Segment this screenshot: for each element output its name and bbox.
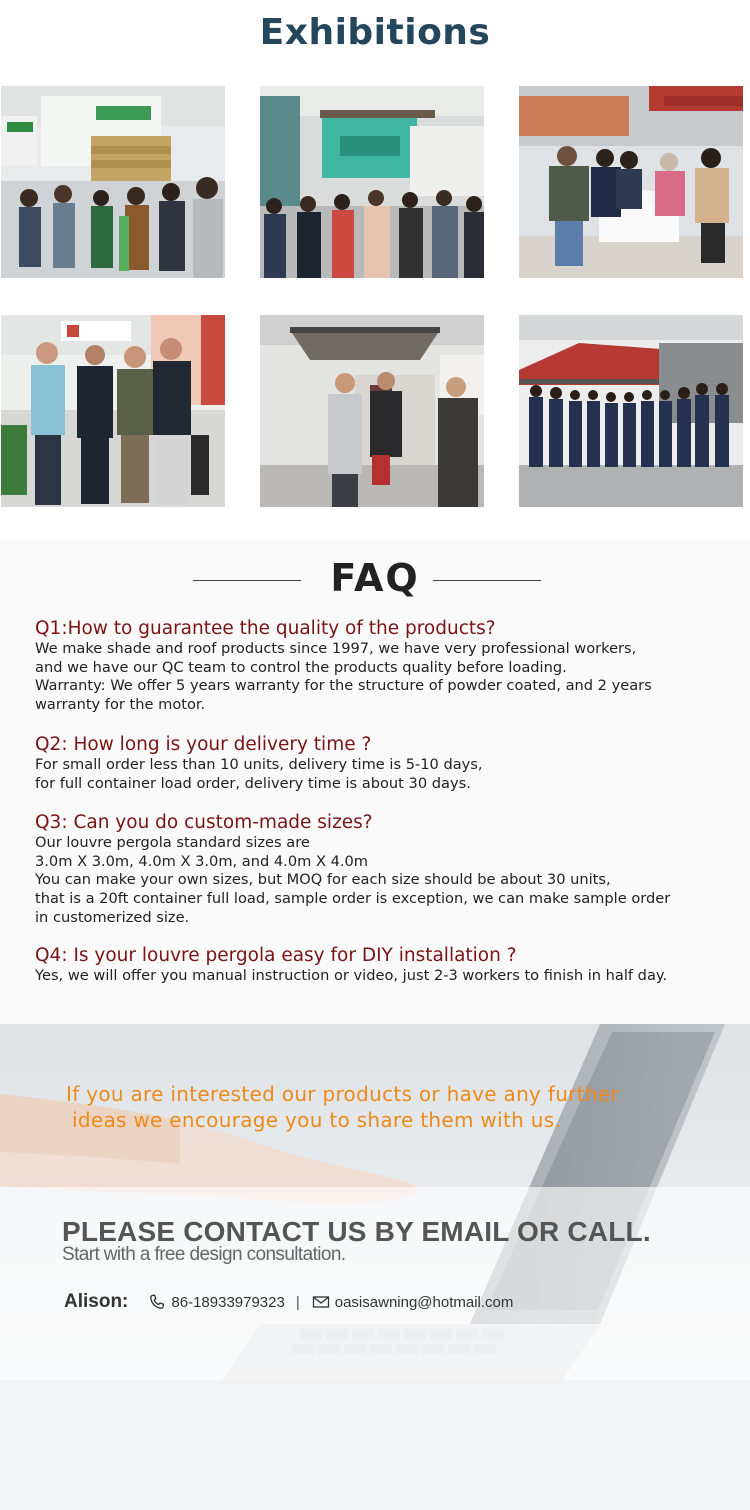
- faq-section: [0, 540, 750, 1024]
- faq-item-3: [35, 812, 725, 928]
- faq-item-2: [35, 734, 725, 793]
- exhibition-staff-group-photo: [519, 315, 743, 507]
- contact-separator: |: [295, 1293, 300, 1311]
- contact-subtitle: Start with a free design consultation.: [62, 1244, 346, 1265]
- exhibition-booth-visitors-photo: [260, 86, 484, 278]
- contact-email[interactable]: oasisawning@hotmail.com: [334, 1293, 514, 1311]
- faq-question: Q1:How to guarantee the quality of the products?: [35, 618, 496, 639]
- contact-name: Alison:: [64, 1291, 129, 1312]
- exhibitions-title: Exhibitions: [259, 12, 491, 53]
- faq-item-4: [35, 945, 725, 986]
- exhibitions-section: [0, 0, 750, 540]
- contact-phone[interactable]: 86-18933979323: [171, 1293, 285, 1311]
- email-icon: [312, 1293, 330, 1311]
- faq-question: Q2: How long is your delivery time ?: [35, 734, 372, 755]
- exhibition-team-portrait-photo: [1, 315, 225, 507]
- faq-title: FAQ: [330, 556, 420, 600]
- exhibition-booth-crowd-photo: [1, 86, 225, 278]
- faq-answer: We make shade and roof products since 1997, we have very professional workers, and we have our QC team to control the products quality before loading. Warranty: We offer 5 years warranty for the structure of powder coated, and 2 years warranty for the motor.: [35, 640, 652, 714]
- faq-answer: Yes, we will offer you manual instruction or video, just 2-3 workers to finish in half day.: [35, 967, 668, 984]
- faq-divider-right: [433, 580, 541, 581]
- exhibition-awning-display-photo: [260, 315, 484, 507]
- faq-question: Q3: Can you do custom-made sizes?: [35, 812, 373, 833]
- encourage-line-1: If you are interested our products or have any further: [66, 1082, 619, 1106]
- exhibition-meeting-table-photo: [519, 86, 743, 278]
- faq-heading: [0, 550, 750, 600]
- phone-icon: [148, 1293, 166, 1311]
- faq-answer: For small order less than 10 units, delivery time is 5-10 days, for full container load order, delivery time is about 30 days.: [35, 756, 483, 792]
- contact-details: [64, 1290, 513, 1314]
- contact-title: PLEASE CONTACT US BY EMAIL OR CALL.: [62, 1216, 651, 1247]
- contact-section: [0, 1024, 750, 1510]
- faq-answer: Our louvre pergola standard sizes are 3.0m X 3.0m, 4.0m X 3.0m, and 4.0m X 4.0m You can make your own sizes, but MOQ for each size should be about 30 units, that is a 20ft container full load, sample order is exception, we can make sample order in customerized size.: [35, 834, 671, 926]
- faq-question: Q4: Is your louvre pergola easy for DIY installation ?: [35, 945, 517, 966]
- faq-item-1: [35, 618, 725, 715]
- encourage-line-2: ideas we encourage you to share them with us.: [72, 1108, 562, 1132]
- encourage-message: [66, 1081, 666, 1133]
